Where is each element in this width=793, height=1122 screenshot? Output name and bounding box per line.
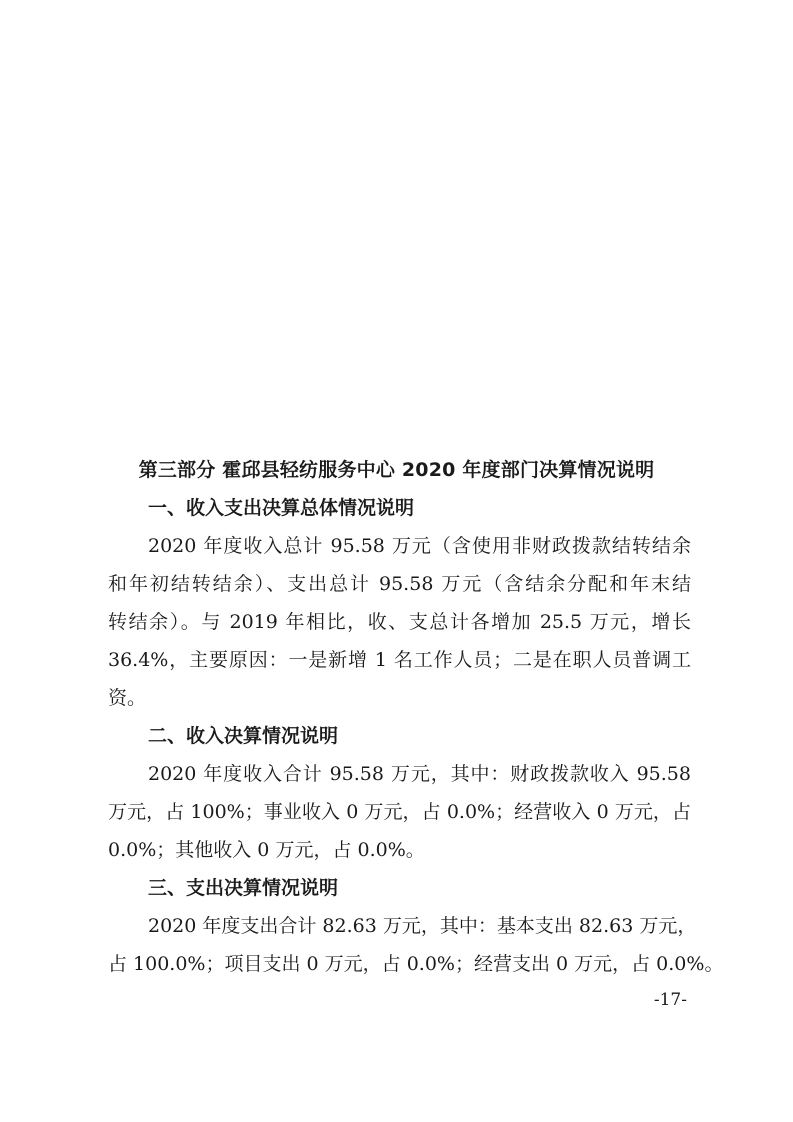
paragraph-line: 0.0%；其他收入 0 万元，占 0.0%。 (108, 839, 425, 861)
paragraph-line: 万元，占 100%；事业收入 0 万元，占 0.0%；经营收入 0 万元，占 (108, 801, 691, 823)
section-heading-overview: 一、收入支出决算总体情况说明 (148, 497, 415, 519)
paragraph-line: 资。 (108, 687, 147, 709)
paragraph-line: 2020 年度收入合计 95.58 万元，其中：财政拨款收入 95.58 (148, 763, 691, 785)
page-number: -17- (653, 990, 687, 1010)
page-title: 第三部分 霍邱县轻纺服务中心 2020 年度部门决算情况说明 (138, 459, 655, 481)
paragraph-line: 和年初结转结余）、支出总计 95.58 万元（含结余分配和年末结 (108, 573, 691, 595)
paragraph-line: 36.4%，主要原因：一是新增 1 名工作人员；二是在职人员普调工 (108, 649, 691, 671)
paragraph-line: 2020 年度收入总计 95.58 万元（含使用非财政拨款结转结余 (148, 535, 691, 557)
section-heading-expenditure: 三、支出决算情况说明 (148, 877, 339, 899)
paragraph-line: 占 100.0%；项目支出 0 万元，占 0.0%；经营支出 0 万元，占 0.0%。 (108, 953, 724, 975)
paragraph-line: 转结余）。与 2019 年相比，收、支总计各增加 25.5 万元，增长 (108, 611, 691, 633)
paragraph-line: 2020 年度支出合计 82.63 万元，其中：基本支出 82.63 万元， (148, 915, 697, 937)
section-heading-income: 二、收入决算情况说明 (148, 725, 339, 747)
